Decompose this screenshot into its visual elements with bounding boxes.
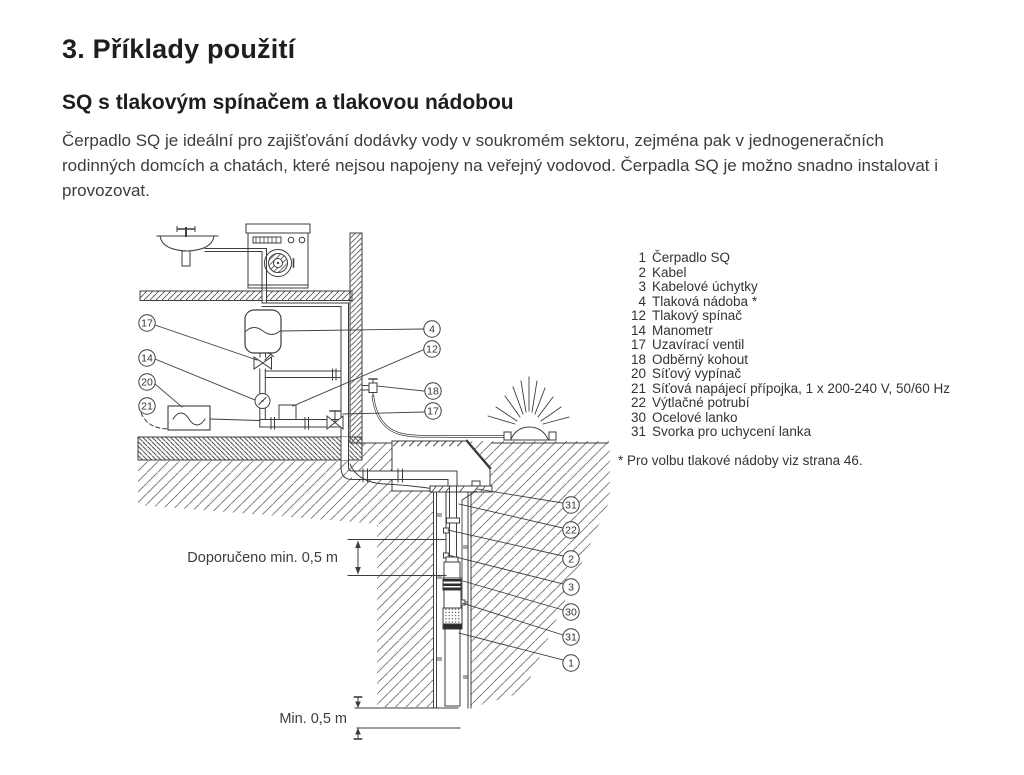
callout-31b: 31 [565, 631, 577, 644]
diagram-legend [618, 251, 1018, 468]
sprinkler [488, 377, 569, 440]
legend-item-number: 1 [638, 250, 646, 265]
outdoor-tap [362, 379, 377, 397]
shutoff-valve-tank [254, 353, 274, 370]
legend-item-number: 2 [638, 264, 646, 280]
mains-switch-box [168, 406, 210, 430]
pump-suction-screen [443, 608, 462, 624]
dimension-label-recommended: Doporučeno min. 0,5 m [187, 550, 338, 566]
callout-1: 1 [568, 657, 574, 670]
callout-14: 14 [141, 352, 153, 365]
legend-item-label: Manometr [652, 322, 713, 338]
section-subtitle: SQ s tlakovým spínačem a tlakovou nádobou [62, 91, 514, 114]
legend-item-label: Tlakový spínač [652, 308, 743, 323]
callout-3: 3 [568, 581, 574, 594]
legend-item [618, 425, 1018, 440]
legend-item-label: Tlaková nádoba * [652, 293, 758, 309]
legend-item [618, 411, 1018, 426]
legend-item-label: Čerpadlo SQ [652, 250, 731, 265]
dimension-labels [187, 550, 347, 727]
legend-item-label: Odběrný kohout [652, 351, 749, 367]
dimension-label-minimum: Min. 0,5 m [279, 711, 347, 727]
legend-item-number: 4 [638, 293, 646, 309]
legend-item-label: Kabelové úchytky [652, 279, 758, 294]
page-title: 3. Příklady použití [62, 34, 296, 64]
legend-item-label: Kabel [652, 264, 687, 280]
legend-item-number: 18 [630, 351, 646, 367]
washing-machine [246, 224, 310, 288]
legend-item [618, 309, 1018, 324]
legend-item [618, 295, 1018, 310]
legend-item-number: 12 [630, 308, 646, 323]
sink [157, 227, 218, 267]
callout-21: 21 [141, 400, 153, 413]
legend-item-label: Ocelové lanko [652, 409, 738, 425]
legend-item-label: Síťový vypínač [652, 366, 742, 381]
legend-item [618, 353, 1018, 368]
legend-item-label: Svorka pro uchycení lanka [652, 424, 812, 439]
callout-17b: 17 [427, 405, 439, 418]
ceiling-slab [140, 291, 352, 301]
legend-item [618, 324, 1018, 339]
house-wall [350, 233, 362, 443]
legend-item-label: Síťová napájecí přípojka, 1 x 200-240 V, 50/60 Hz [652, 380, 951, 396]
callout-18: 18 [427, 385, 439, 398]
ground-hatch [138, 441, 610, 708]
installation-diagram [120, 205, 620, 770]
pressure-tank [245, 310, 281, 357]
mains-cord-dashed [141, 413, 168, 429]
legend-item [618, 338, 1018, 353]
legend-item [618, 367, 1018, 382]
legend-item [618, 396, 1018, 411]
callout-17: 17 [141, 317, 153, 330]
manometer [255, 394, 270, 409]
switch-wire [210, 419, 260, 421]
installation-diagram-svg [120, 205, 620, 770]
callout-30: 30 [565, 606, 577, 619]
legend-item-number: 14 [630, 322, 646, 338]
legend-item-number: 21 [630, 380, 646, 396]
legend-item-number: 20 [630, 366, 646, 381]
legend-item-number: 3 [638, 279, 646, 294]
sprinkler-spray [488, 377, 569, 424]
pump-motor [445, 629, 460, 706]
callout-4: 4 [429, 323, 435, 336]
submersible-pump [443, 557, 462, 706]
callout-2: 2 [568, 553, 574, 566]
legend-item [618, 251, 1018, 266]
callout-31: 31 [565, 499, 577, 512]
callout-22: 22 [565, 524, 577, 537]
wire-clamp-top [472, 481, 480, 486]
legend-footnote: * Pro volbu tlakové nádoby viz strana 46. [618, 452, 863, 468]
legend-item [618, 382, 1018, 397]
callout-20: 20 [141, 376, 153, 389]
legend-item-number: 31 [630, 424, 646, 439]
legend-item-number: 30 [630, 409, 646, 425]
legend-item-number: 22 [630, 395, 646, 410]
legend-item-number: 17 [630, 337, 646, 352]
pressure-switch [279, 405, 296, 420]
legend-item-label: Výtlačné potrubí [652, 395, 750, 410]
legend-item [618, 280, 1018, 295]
legend-item-label: Uzavírací ventil [652, 337, 745, 352]
basement-floor-slab [138, 437, 362, 460]
legend-item [618, 266, 1018, 281]
callout-12: 12 [426, 343, 438, 356]
intro-paragraph: Čerpadlo SQ je ideální pro zajišťování dodávky vody v soukromém sektoru, zejména pak v jednogeneračních rodinných domcích a chatách, které nejsou napojeny na veřejný vodovod. Čerpadla SQ je možno snadno instalovat i provozovat. [62, 131, 939, 200]
